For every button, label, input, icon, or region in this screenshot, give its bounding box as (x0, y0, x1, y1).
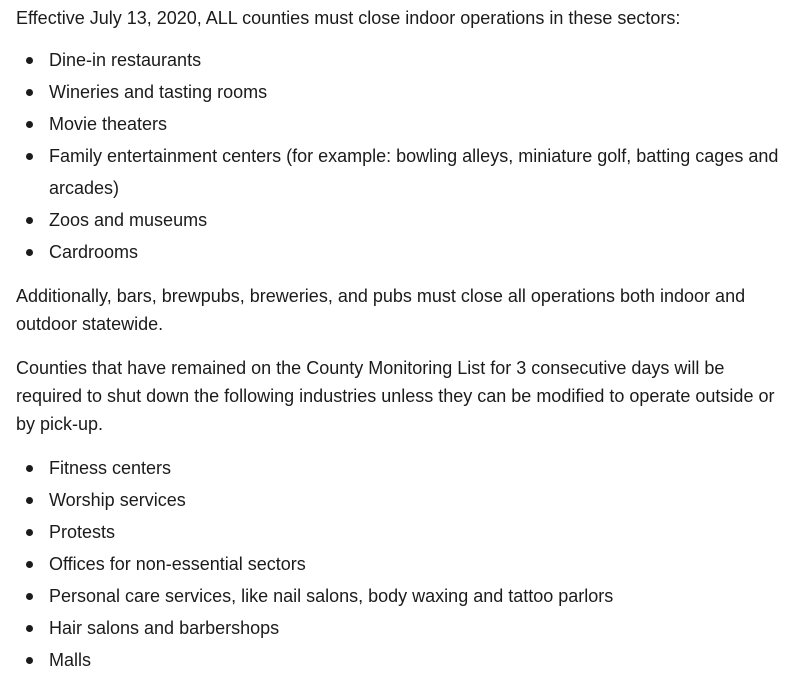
bullet-icon (26, 465, 33, 472)
list-item (49, 44, 793, 76)
bullet-icon (26, 153, 33, 160)
list-item (49, 204, 793, 236)
list-item-text: Cardrooms (49, 242, 139, 262)
list-item-text: Malls (49, 650, 92, 670)
list-item (49, 452, 793, 484)
bullet-icon (26, 497, 33, 504)
list-item (49, 484, 793, 516)
list-item (49, 548, 793, 580)
bullet-icon (26, 593, 33, 600)
list-item (49, 516, 793, 548)
list-item-text: Protests (49, 522, 116, 542)
list-item (49, 612, 793, 644)
indoor-sectors-list (16, 44, 793, 268)
list-item-text: Zoos and museums (49, 210, 208, 230)
bullet-icon (26, 249, 33, 256)
list-item-text: Worship services (49, 490, 186, 510)
bullet-icon (26, 57, 33, 64)
list-item (49, 580, 793, 612)
counties-paragraph: Counties that have remained on the County Monitoring List for 3 consecutive days will be required to shut down the following industries unless they can be modified to operate outside or by pick-up. (16, 358, 775, 434)
list-item-text: Fitness centers (49, 458, 172, 478)
bullet-icon (26, 625, 33, 632)
list-item-text: Movie theaters (49, 114, 168, 134)
list-item (49, 76, 793, 108)
bullet-icon (26, 89, 33, 96)
bullet-icon (26, 217, 33, 224)
intro-paragraph: Effective July 13, 2020, ALL counties must close indoor operations in these sectors: (16, 8, 681, 28)
bullet-icon (26, 657, 33, 664)
bullet-icon (26, 121, 33, 128)
list-item (49, 644, 793, 676)
additional-paragraph: Additionally, bars, brewpubs, breweries, and pubs must close all operations both indoor and outdoor statewide. (16, 286, 746, 334)
list-item (49, 236, 793, 268)
industries-list (16, 452, 793, 676)
list-item-text: Family entertainment centers (for example: bowling alleys, miniature golf, batting cages and arcades) (49, 146, 779, 198)
list-item-text: Dine-in restaurants (49, 50, 202, 70)
bullet-icon (26, 529, 33, 536)
bullet-icon (26, 561, 33, 568)
list-item (49, 108, 793, 140)
list-item-text: Hair salons and barbershops (49, 618, 280, 638)
list-item (49, 140, 793, 204)
list-item-text: Offices for non-essential sectors (49, 554, 306, 574)
list-item-text: Wineries and tasting rooms (49, 82, 268, 102)
list-item-text: Personal care services, like nail salons, body waxing and tattoo parlors (49, 586, 614, 606)
